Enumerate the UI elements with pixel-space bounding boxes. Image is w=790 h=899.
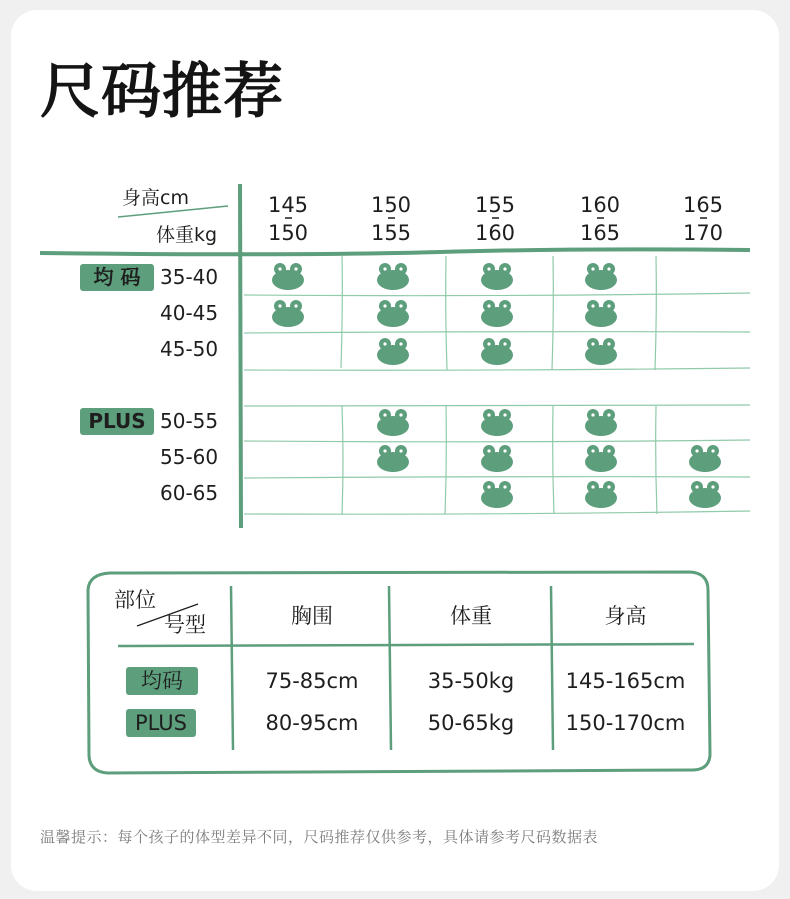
frog-face-icon bbox=[480, 298, 514, 328]
footer-note: 温馨提示：每个孩子的体型差异不同，尺码推荐仅供参考，具体请参考尺码数据表 bbox=[40, 828, 599, 846]
corner-label-part: 部位 bbox=[114, 588, 156, 612]
weight-value: 35-50kg bbox=[427, 669, 515, 693]
weight-row-label: 45-50 bbox=[160, 337, 219, 361]
frog-face-icon bbox=[584, 298, 618, 328]
column-bottom: 155 bbox=[370, 221, 412, 245]
frog-face-icon bbox=[688, 479, 722, 509]
frog-face-icon bbox=[584, 443, 618, 473]
header-weight: 体重 bbox=[450, 604, 492, 628]
column-top: 165 bbox=[682, 193, 724, 217]
frog-face-icon bbox=[688, 443, 722, 473]
size-badge-standard: 均码 bbox=[126, 667, 198, 695]
weight-value: 50-65kg bbox=[427, 711, 515, 735]
page-title: 尺码推荐 bbox=[40, 57, 284, 127]
height-value: 150-170cm bbox=[565, 711, 686, 735]
frog-face-icon bbox=[376, 336, 410, 366]
header-height: 身高 bbox=[604, 604, 647, 628]
frog-face-icon bbox=[271, 298, 305, 328]
weight-row-label: 35-40 bbox=[160, 265, 219, 289]
size-badge-plus: PLUS bbox=[126, 709, 196, 737]
header-chest: 胸围 bbox=[291, 604, 333, 628]
column-bottom: 150 bbox=[267, 221, 309, 245]
frog-face-icon bbox=[271, 261, 305, 291]
chest-value: 75-85cm bbox=[265, 669, 359, 693]
corner-label-size: 号型 bbox=[164, 613, 206, 637]
column-bottom: 170 bbox=[682, 221, 724, 245]
frog-face-icon bbox=[584, 336, 618, 366]
frog-face-icon bbox=[376, 298, 410, 328]
height-header: 身高cm bbox=[122, 187, 189, 209]
column-top: 155 bbox=[474, 193, 516, 217]
weight-row-label: 40-45 bbox=[160, 301, 219, 325]
frog-face-icon bbox=[584, 479, 618, 509]
frog-face-icon bbox=[376, 443, 410, 473]
frog-face-icon bbox=[480, 261, 514, 291]
weight-row-label: 60-65 bbox=[160, 481, 219, 505]
frog-face-icon bbox=[584, 261, 618, 291]
weight-header: 体重kg bbox=[156, 224, 218, 246]
frog-face-icon bbox=[376, 261, 410, 291]
column-top: 160 bbox=[579, 193, 621, 217]
column-bottom: 160 bbox=[474, 221, 516, 245]
frog-face-icon bbox=[480, 407, 514, 437]
group-badge-plus: PLUS bbox=[80, 408, 154, 435]
column-bottom: 165 bbox=[579, 221, 621, 245]
weight-row-label: 50-55 bbox=[160, 409, 219, 433]
group-badge-standard: 均 码 bbox=[80, 264, 154, 291]
frog-face-icon bbox=[584, 407, 618, 437]
height-value: 145-165cm bbox=[565, 669, 686, 693]
chest-value: 80-95cm bbox=[265, 711, 359, 735]
weight-row-label: 55-60 bbox=[160, 445, 219, 469]
frog-face-icon bbox=[376, 407, 410, 437]
frog-face-icon bbox=[480, 443, 514, 473]
frog-face-icon bbox=[480, 336, 514, 366]
frog-face-icon bbox=[480, 479, 514, 509]
column-top: 145 bbox=[267, 193, 309, 217]
column-top: 150 bbox=[370, 193, 412, 217]
